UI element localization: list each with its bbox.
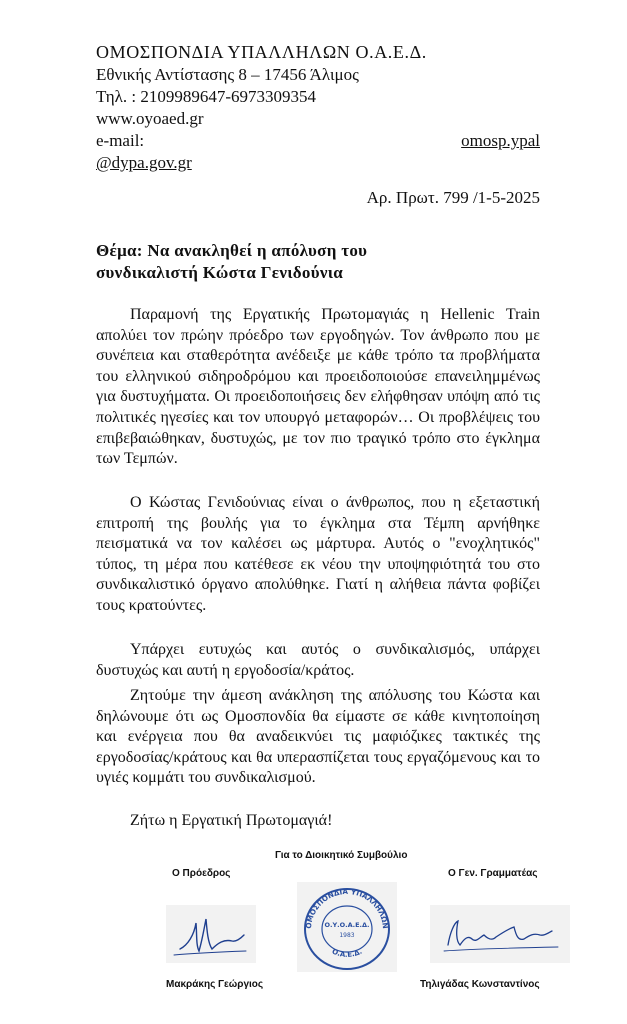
email-link-part1[interactable]: omosp.ypal	[461, 131, 540, 150]
subject-heading	[96, 240, 516, 284]
stamp-year: 1983	[339, 932, 355, 939]
org-phone: Τηλ. : 2109989647-6973309354	[96, 87, 317, 106]
org-name: ΟΜΟΣΠΟΝΔΙΑ ΥΠΑΛΛΗΛΩΝ Ο.Α.Ε.Δ.	[96, 42, 427, 62]
secretary-role: Ο Γεν. Γραμματέας	[448, 868, 538, 879]
closing-line: Ζήτω η Εργατική Πρωτομαγιά!	[130, 812, 333, 829]
president-role: Ο Πρόεδρος	[172, 868, 231, 879]
svg-text:Ο.Α.Ε.Δ.	[331, 947, 364, 958]
protocol-number: Αρ. Πρωτ. 799 /1-5-2025	[366, 188, 540, 207]
subject-line-1: Θέμα: Να ανακληθεί η απόλυση του	[96, 241, 368, 260]
paragraph-4: Ζητούμε την άμεση ανάκληση της απόλυσης του Κώστα και δηλώνουμε ότι ως Ομοσπονδία θα είμαστε σε κάθε κινητοποίηση και ενέργεια που θα αναδεικνύει τις μαφιόζικες τακτικές της εργοδοσίας/κράτους και θα υπερασπίζεται τους εργαζόμενους και το υγιές κομμάτι του συνδικαλισμού.	[96, 687, 540, 787]
paragraph-1: Παραμονή της Εργατικής Πρωτομαγιάς η Hellenic Train απολύει τον πρώην πρόεδρο των εργοδηγών. Τον άνθρωπο που με συνέπεια και σταθερότητα ανέδειξε με κάθε τρόπο τα προβλήματα του ελληνικού σιδηροδρόμου και προειδοποιούσε επανειλημμένως για δυστυχήματα. Οι προειδοποιήσεις δεν ελήφθησαν υπόψη από τις πολιτικές ηγεσίες και τον υπουργό μεταφορών… Οι προβλέψεις του επιβεβαιώθηκαν, δυστυχώς, με τον πιο τραγικό τρόπο στο έγκλημα των Τεμπών.	[96, 306, 540, 468]
president-signature	[166, 905, 256, 963]
secretary-name: Τηλιγάδας Κωνσταντίνος	[420, 979, 540, 990]
stamp-text-bottom: Ο.Α.Ε.Δ.	[330, 947, 364, 959]
org-address: Εθνικής Αντίστασης 8 – 17456 Άλιμος	[96, 65, 359, 84]
org-website[interactable]: www.oyoaed.gr	[96, 109, 204, 128]
organization-stamp	[297, 882, 397, 972]
email-label: e-mail:	[96, 131, 145, 150]
stamp-text-center: Ο.Υ.Ο.Α.Ε.Δ.	[324, 921, 370, 929]
paragraph-3: Υπάρχει ευτυχώς και αυτός ο συνδικαλισμός, υπάρχει δυστυχώς και αυτή η εργοδοσία/κράτος.	[96, 641, 540, 679]
email-link-part2[interactable]: @dypa.gov.gr	[96, 153, 192, 172]
board-label: Για το Διοικητικό Συμβούλιο	[275, 850, 408, 861]
secretary-signature	[430, 905, 570, 963]
president-name: Μακράκης Γεώργιος	[166, 979, 264, 990]
stamp-text-top: ΟΜΟΣΠΟΝΔΙΑ ΥΠΑΛΛΗΛΩΝ	[303, 886, 391, 930]
subject-line-2: συνδικαλιστή Κώστα Γενιδούνια	[96, 263, 344, 282]
paragraph-2: Ο Κώστας Γενιδούνιας είναι ο άνθρωπος, που η εξεταστική επιτροπή της βουλής για το έγκλημα στα Τέμπη αρνήθηκε πεισματικά να τον καλέσει ως μάρτυρα. Αυτός ο "ενοχλητικός" τύπος, τη μέρα που κατέθεσε εκ νέου την υποψηφιότητά του στο συνδικαλιστικό όργανο απολύθηκε. Γιατί η αλήθεια πάντα φοβίζει τους κρατούντες.	[96, 494, 540, 614]
